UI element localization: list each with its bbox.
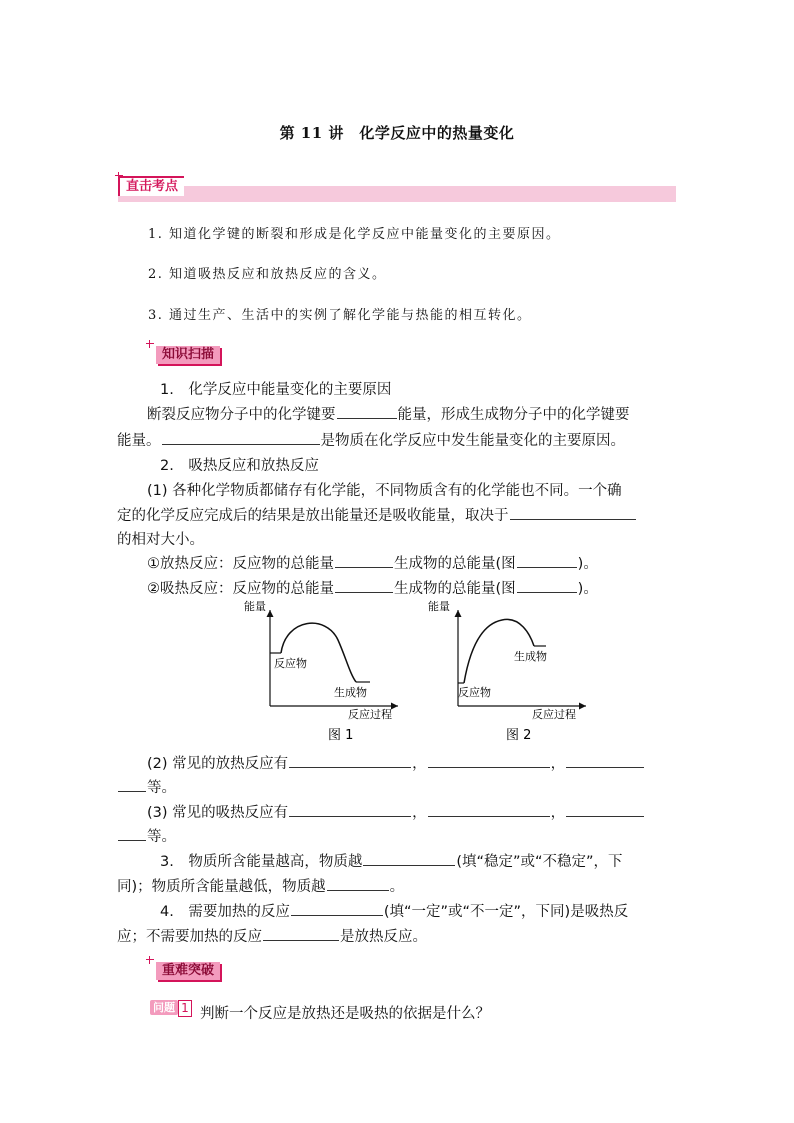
answer-blank[interactable] <box>335 555 393 568</box>
question-tag: 问题 <box>150 1000 178 1015</box>
endothermic-line <box>147 577 598 598</box>
start-label: 反应物 <box>274 657 307 670</box>
end-label: 生成物 <box>514 650 547 663</box>
goal-3: 3. 通过生产、生活中的实例了解化学能与热能的相互转化。 <box>148 308 532 323</box>
answer-blank[interactable] <box>566 804 644 817</box>
text: (2) 常见的放热反应有 <box>147 756 289 772</box>
line-1 <box>147 403 630 424</box>
answer-blank[interactable] <box>289 804 411 817</box>
text: ②吸热反应：反应物的总能量 <box>147 581 334 597</box>
section-tag-zhongnan: 重难突破 <box>156 962 220 980</box>
section-tag-kaodian: 直击考点 <box>118 176 184 196</box>
end-label: 生成物 <box>334 686 367 699</box>
answer-blank[interactable] <box>335 580 393 593</box>
x-axis-label: 反应过程 <box>348 708 392 721</box>
heading-2: 2. 吸热反应和放热反应 <box>160 458 319 474</box>
answer-blank[interactable] <box>289 755 411 768</box>
text: ， <box>412 756 427 772</box>
corner-cross-icon <box>146 340 154 348</box>
para-1c: 的相对大小。 <box>117 532 204 548</box>
answer-blank[interactable] <box>566 755 644 768</box>
text: )。 <box>577 581 598 597</box>
figure-caption: 图 1 <box>328 728 354 743</box>
para-3-end <box>117 825 176 846</box>
text: 4. 需要加热的反应 <box>160 904 290 920</box>
answer-blank[interactable] <box>517 555 577 568</box>
figure-caption: 图 2 <box>506 728 532 743</box>
exothermic-line <box>147 552 598 573</box>
text: 生成物的总能量(图 <box>394 556 516 572</box>
answer-blank[interactable] <box>118 779 146 792</box>
answer-blank[interactable] <box>327 878 389 891</box>
text: 是放热反应。 <box>340 929 427 945</box>
text: )。 <box>577 556 598 572</box>
figure-1 <box>244 599 398 743</box>
text: ， <box>550 805 566 821</box>
line-2 <box>117 429 625 450</box>
item-3 <box>160 850 623 871</box>
answer-blank[interactable] <box>263 928 339 941</box>
answer-blank[interactable] <box>428 755 550 768</box>
text: 生成物的总能量(图 <box>394 581 516 597</box>
para-3 <box>147 801 645 822</box>
text: 能量。 <box>117 433 161 449</box>
text: 定的化学反应完成后的结果是放出能量还是吸收能量，取决于 <box>117 508 509 524</box>
answer-blank[interactable] <box>510 507 636 520</box>
para-1b <box>117 504 637 525</box>
text: (3) 常见的吸热反应有 <box>147 805 289 821</box>
y-axis-label: 能量 <box>428 600 450 613</box>
item-4 <box>160 900 628 921</box>
answer-blank[interactable] <box>162 432 320 445</box>
text: 是物质在化学反应中发生能量变化的主要原因。 <box>320 433 625 449</box>
section-bar <box>118 186 676 202</box>
para-2-end <box>117 776 176 797</box>
para-2 <box>147 752 645 773</box>
text: ， <box>412 805 427 821</box>
text: 3. 物质所含能量越高，物质越 <box>160 854 363 870</box>
section-tag-zhishi: 知识扫描 <box>156 346 220 364</box>
x-axis-label: 反应过程 <box>532 708 576 721</box>
figure-2 <box>428 599 586 743</box>
item-3-cont <box>117 875 404 896</box>
text: 。 <box>389 879 405 895</box>
answer-blank[interactable] <box>291 903 383 916</box>
para-1a: (1) 各种化学物质都储存有化学能，不同物质含有的化学能也不同。一个确 <box>147 483 622 499</box>
answer-blank[interactable] <box>428 804 550 817</box>
answer-blank[interactable] <box>517 580 577 593</box>
text: 应；不需要加热的反应 <box>117 929 262 945</box>
text: (填“稳定”或“不稳定”，下 <box>456 854 623 870</box>
goal-1: 1. 知道化学键的断裂和形成是化学反应中能量变化的主要原因。 <box>148 227 561 242</box>
y-axis-label: 能量 <box>244 600 266 613</box>
text: 能量，形成生成物分子中的化学键要 <box>397 407 630 423</box>
corner-cross-icon <box>146 956 154 964</box>
goal-2: 2. 知道吸热反应和放热反应的含义。 <box>148 267 387 282</box>
answer-blank[interactable] <box>337 406 397 419</box>
answer-blank[interactable] <box>118 828 146 841</box>
text: 断裂反应物分子中的化学键要 <box>147 407 336 423</box>
start-label: 反应物 <box>458 686 491 699</box>
item-4-cont <box>117 925 427 946</box>
question-badge <box>150 1000 190 1018</box>
page-title: 第 11 讲 化学反应中的热量变化 <box>279 124 515 142</box>
reaction-curve <box>281 623 356 682</box>
heading-1: 1. 化学反应中能量变化的主要原因 <box>160 382 392 398</box>
text: 同)；物质所含能量越低，物质越 <box>117 879 326 895</box>
answer-blank[interactable] <box>363 853 455 866</box>
text: ①放热反应：反应物的总能量 <box>147 556 334 572</box>
question-number: 1 <box>178 1000 192 1017</box>
text: 等。 <box>147 780 176 796</box>
text: (填“一定”或“不一定”，下同)是吸热反 <box>383 904 629 920</box>
text: ， <box>550 756 566 772</box>
text: 等。 <box>147 829 176 845</box>
question-text: 判断一个反应是放热还是吸热的依据是什么？ <box>200 1006 490 1022</box>
energy-diagrams <box>238 596 598 746</box>
